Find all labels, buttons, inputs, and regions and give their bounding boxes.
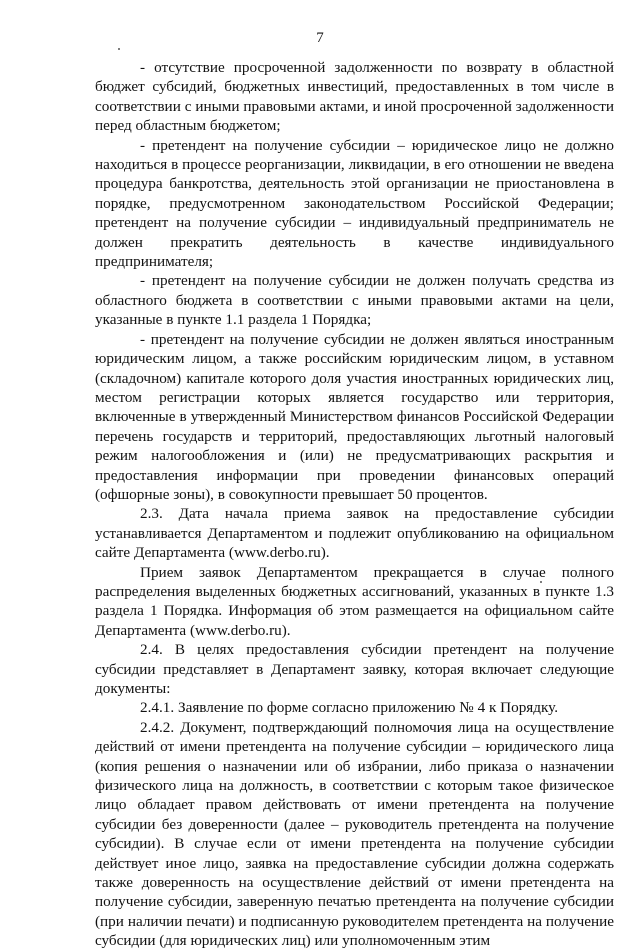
paragraph-2-4-application-docs: 2.4. В целях предоставления субсидии претендент на получение субсидии представляет в Департамент заявку, которая включает следующие документы: [95,641,614,697]
paragraph-2-4-1-statement: 2.4.1. Заявление по форме согласно приложению № 4 к Порядку. [140,699,559,717]
paragraph-not-foreign-entity: - претендент на получение субсидии не должен являться иностранным юридическим лицом, а также российским юридическим лицом, в уставном (складочном) капитале которого доля участия иностранных юридических лиц, местом регистрации которых является государство или территория, включенные в утвержденный Министерством финансов Российской Федерации перечень государств и территорий, предоставляющих льготный налоговый режим налогообложения и (или) не предусматривающих раскрытия и предоставления информации при проведении финансовых операций (офшорные зоны), в совокупности превышает 50 процентов. [95,330,614,503]
paragraph-no-overdue-debt: - отсутствие просроченной задолженности по возврату в областной бюджет субсидий, бюджетных инвестиций, предоставленных в том числе в соответствии с иными правовыми актами, и иной просроченной задолженности перед областным бюджетом; [95,59,614,135]
paragraph-no-other-funds: - претендент на получение субсидии не должен получать средства из областного бюджета в соответствии с иными правовыми актами на цели, указанные в пункте 1.1 раздела 1 Порядка; [95,272,614,329]
paragraph-2-4-2-authority-doc: 2.4.2. Документ, подтверждающий полномочия лица на осуществление действий от имени претендента на получение субсидии – юридического лица (копия решения о назначении или об избрании, либо приказа о назначении физического лица на должность, в соответствии с которым такое физическое лицо обладает правом действовать от имени претендента на получение субсидии без доверенности (далее – руководитель претендента на получение субсидии). В случае если от имени претендента на получение субсидии действует иное лицо, заявка на предоставление субсидии должна содержать также доверенность на осуществление действий от имени претендента на получение субсидии, заверенную печатью претендента на получение субсидии (при наличии печати) и подписанную руководителем претендента на получение субсидии (для юридических лиц) или уполномоченным этим [95,718,614,950]
document-body [95,58,614,951]
scan-speck [118,48,120,50]
page-number: 7 [316,30,324,46]
paragraph-2-3-application-start: 2.3. Дата начала приема заявок на предоставление субсидии устанавливается Департаментом и подлежит опубликованию на официальном сайте Департамента (www.derbo.ru). [95,505,614,562]
paragraph-application-stop: Прием заявок Департаментом прекращается в случае полного распределения выделенных бюджетных ассигнований, указанных в пункте 1.3 раздела 1 Порядка. Информация об этом размещается на официальном сайте Департамента (www.derbo.ru). [95,563,614,639]
paragraph-no-reorganization: - претендент на получение субсидии – юридическое лицо не должно находиться в процессе реорганизации, ликвидации, в его отношении не введена процедура банкротства, деятельность этой организации не приостановлена в порядке, предусмотренном законодательством Российской Федерации; претендент на получение субсидии – индивидуальный предприниматель не должен прекратить деятельность в качестве индивидуального предпринимателя; [95,136,614,271]
